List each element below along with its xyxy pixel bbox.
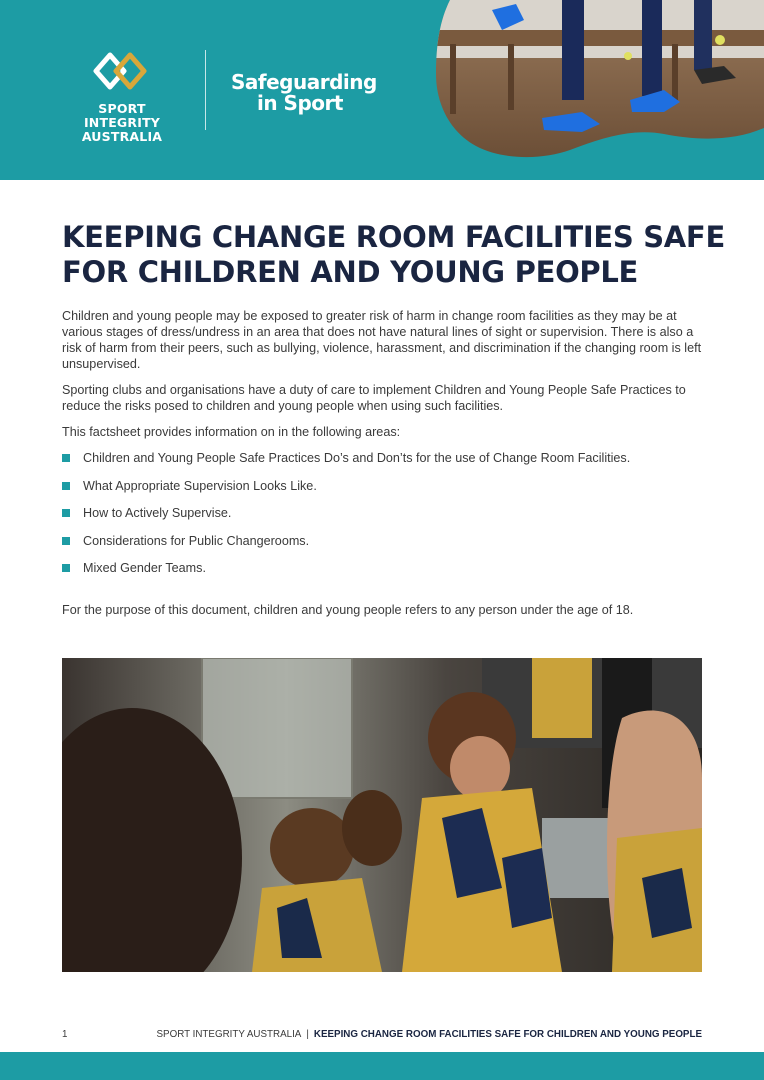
org-name-line1: SPORT INTEGRITY [83,101,161,130]
title-line1: KEEPING CHANGE ROOM FACILITIES SAFE [62,220,725,254]
title-line2: FOR CHILDREN AND YOUNG PEOPLE [62,255,639,289]
footer-separator: | [306,1029,309,1040]
bottom-bar [0,1052,764,1080]
intro-paragraph-2: Sporting clubs and organisations have a duty of care to implement Children and Young People Safe Practices to reduce the risks posed to children and young people when using such facilities. [62,383,686,413]
list-item [62,533,702,561]
sport-integrity-logo-icon [92,50,148,92]
main-photo-team-changeroom [62,658,702,972]
list-item [62,505,702,533]
bullet-square-icon [62,482,70,490]
org-name-line2: AUSTRALIA [81,129,163,144]
list-item-text: Considerations for Public Changerooms. [83,533,310,548]
list-item-text: Mixed Gender Teams. [83,561,206,576]
footer-doc-title: KEEPING CHANGE ROOM FACILITIES SAFE FOR CHILDREN AND YOUNG PEOPLE [313,1029,702,1040]
footer-org: SPORT INTEGRITY AUSTRALIA [156,1029,302,1040]
list-item [62,560,702,588]
page-footer [62,1029,702,1043]
bullet-square-icon [62,537,70,545]
page-number: 1 [62,1029,68,1040]
org-name [62,102,182,144]
header-photo-players-boots [432,0,764,160]
safeguarding-tagline [231,72,377,114]
intro-paragraph-1: Children and young people may be exposed to greater risk of harm in change room facilities as they may be at various stages of dress/undress in an area that does not have natural lines of sight or supervision. There is also a risk of harm from their peers, such as bullying, violence, harassment, and discrimination if the changing room is left unsupervised. [62,309,702,371]
list-item-text: What Appropriate Supervision Looks Like. [83,478,317,493]
header-banner [0,0,764,180]
intro-paragraph-3: This factsheet provides information on in the following areas: [62,425,401,439]
list-item [62,450,702,478]
page-title [62,220,742,290]
footer-title-group [157,1029,702,1040]
tagline-line2: in Sport [257,91,343,115]
list-item-text: Children and Young People Safe Practices Do’s and Don’ts for the use of Change Room Facilities. [83,451,631,465]
bullet-square-icon [62,454,70,462]
age-definition-note: For the purpose of this document, children and young people refers to any person under the age of 18. [62,602,634,617]
topics-list [62,450,702,588]
list-item [62,478,702,506]
bullet-square-icon [62,564,70,572]
bullet-square-icon [62,509,70,517]
list-item-text: How to Actively Supervise. [83,506,232,521]
tagline-line1: Safeguarding [231,70,377,94]
logo-divider [205,50,206,130]
body-content [62,308,702,628]
